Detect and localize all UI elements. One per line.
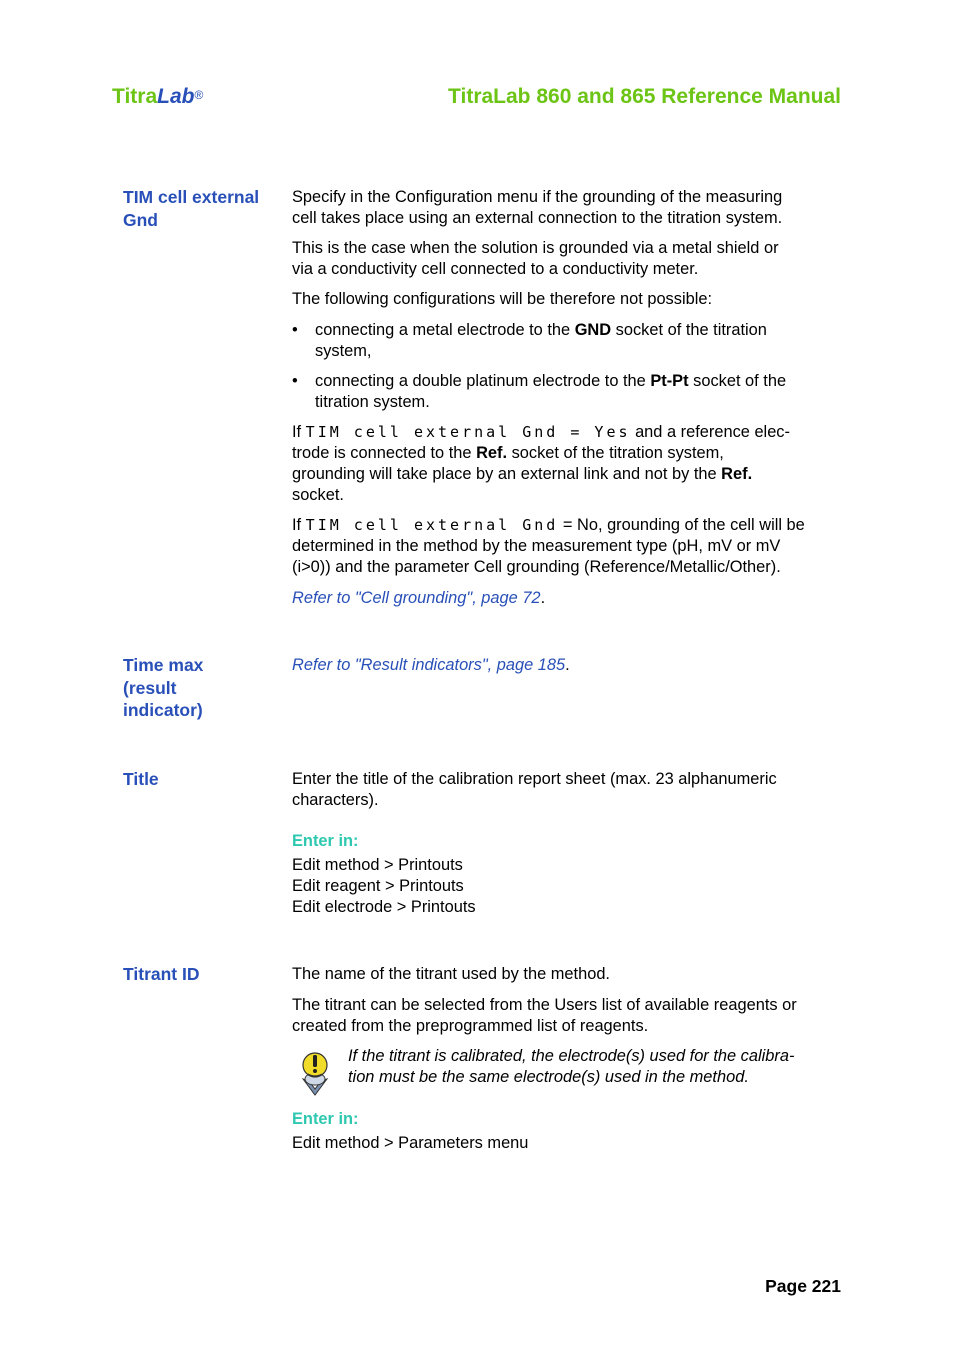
tim-paragraph-2	[292, 238, 837, 280]
menu-path: Edit method > Printouts	[292, 856, 463, 874]
text-line: Specify in the Configuration menu if the grounding of the measuring	[292, 188, 783, 206]
brand-titra: Titra	[112, 85, 158, 108]
document-title: TitraLab 860 and 865 Reference Manual	[448, 85, 841, 108]
text-line: Enter the title of the calibration report sheet (max. 23 alphanumeric	[292, 770, 777, 788]
text-line: The titrant can be selected from the Users list of available reagents or	[292, 996, 797, 1014]
term-title: Title	[123, 769, 159, 789]
bold-span: Pt-Pt	[650, 372, 689, 390]
bullet-icon: •	[292, 321, 298, 339]
text-line: (i>0)) and the parameter Cell grounding (Reference/Metallic/Other).	[292, 558, 781, 576]
title-paragraph	[292, 769, 837, 811]
text-span: .	[540, 589, 546, 607]
text-line: system,	[315, 342, 372, 360]
text-span: socket of the titration system,	[507, 444, 724, 462]
term-tim-cell-external-gnd	[123, 186, 283, 231]
cell-grounding-link[interactable]: Refer to "Cell grounding", page 72	[292, 589, 541, 607]
term-line: (result	[123, 677, 177, 698]
text-line: This is the case when the solution is grounded via a metal shield or	[292, 239, 779, 257]
brand-lab: Lab	[157, 85, 195, 108]
text-span: .	[565, 656, 570, 674]
text-line: via a conductivity cell connected to a conductivity meter.	[292, 260, 699, 278]
text-line: determined in the method by the measurement type (pH, mV or mV	[292, 537, 781, 555]
brand-logo	[112, 84, 203, 110]
titrant-enter-list	[292, 1133, 837, 1154]
text-span: = No, grounding of the cell will be	[558, 516, 805, 534]
bullet-text	[315, 371, 830, 413]
text-span: If	[292, 516, 306, 534]
menu-path: Edit method > Parameters menu	[292, 1134, 529, 1152]
term-line: Gnd	[123, 209, 158, 230]
text-span: grounding will take place by an external link and not by the	[292, 465, 722, 483]
term-titrant-id: Titrant ID	[123, 964, 200, 984]
bold-span: GND	[574, 321, 612, 339]
title-enter-list	[292, 855, 837, 918]
text-line: cell takes place using an external connection to the titration system.	[292, 209, 783, 227]
calibration-note	[348, 1046, 838, 1088]
text-line: titration system.	[315, 393, 430, 411]
bold-span: Ref.	[476, 444, 508, 462]
text-line: socket.	[292, 486, 344, 504]
text-span: trode is connected to the	[292, 444, 477, 462]
tim-reference	[292, 588, 837, 609]
text-line: characters).	[292, 791, 379, 809]
timemax-reference	[292, 655, 837, 676]
bullet-text	[315, 320, 830, 362]
term-time-max	[123, 654, 283, 722]
code-span: TIM cell external Gnd	[305, 516, 559, 534]
term-line: indicator)	[123, 700, 203, 720]
text-line: tion must be the same electrode(s) used in the method.	[348, 1068, 749, 1086]
tim-paragraph-3: The following configurations will be therefore not possible:	[292, 290, 713, 308]
brand-registered: ®	[194, 88, 204, 102]
text-line: created from the preprogrammed list of reagents.	[292, 1017, 649, 1035]
tim-paragraph-5	[292, 515, 837, 578]
term-line: Time max	[123, 655, 204, 675]
term-line: TIM cell external	[123, 187, 260, 207]
menu-path: Edit reagent > Printouts	[292, 877, 464, 895]
page-number: Page 221	[765, 1276, 841, 1296]
text-line: If the titrant is calibrated, the electrode(s) used for the calibra-	[348, 1047, 795, 1065]
title-enter-label: Enter in:	[292, 832, 359, 850]
text-span: connecting a metal electrode to the	[315, 321, 575, 339]
result-indicators-link[interactable]: Refer to "Result indicators", page 185	[292, 656, 566, 674]
bullet-icon: •	[292, 372, 298, 390]
text-span: If	[292, 423, 306, 441]
tim-paragraph-1	[292, 187, 837, 229]
menu-path: Edit electrode > Printouts	[292, 898, 476, 916]
titrant-paragraph-1: The name of the titrant used by the method.	[292, 965, 610, 983]
code-span: TIM cell external Gnd = Yes	[305, 423, 631, 441]
titrant-paragraph-2	[292, 995, 837, 1037]
bold-span: Ref.	[721, 465, 753, 483]
tim-paragraph-4	[292, 422, 837, 506]
text-span: connecting a double platinum electrode to the	[315, 372, 651, 390]
warning-figure-icon	[297, 1049, 333, 1097]
text-span: socket of the titration	[611, 321, 767, 339]
text-span: and a reference elec-	[630, 423, 790, 441]
text-span: socket of the	[688, 372, 787, 390]
titrant-enter-label: Enter in:	[292, 1110, 359, 1128]
